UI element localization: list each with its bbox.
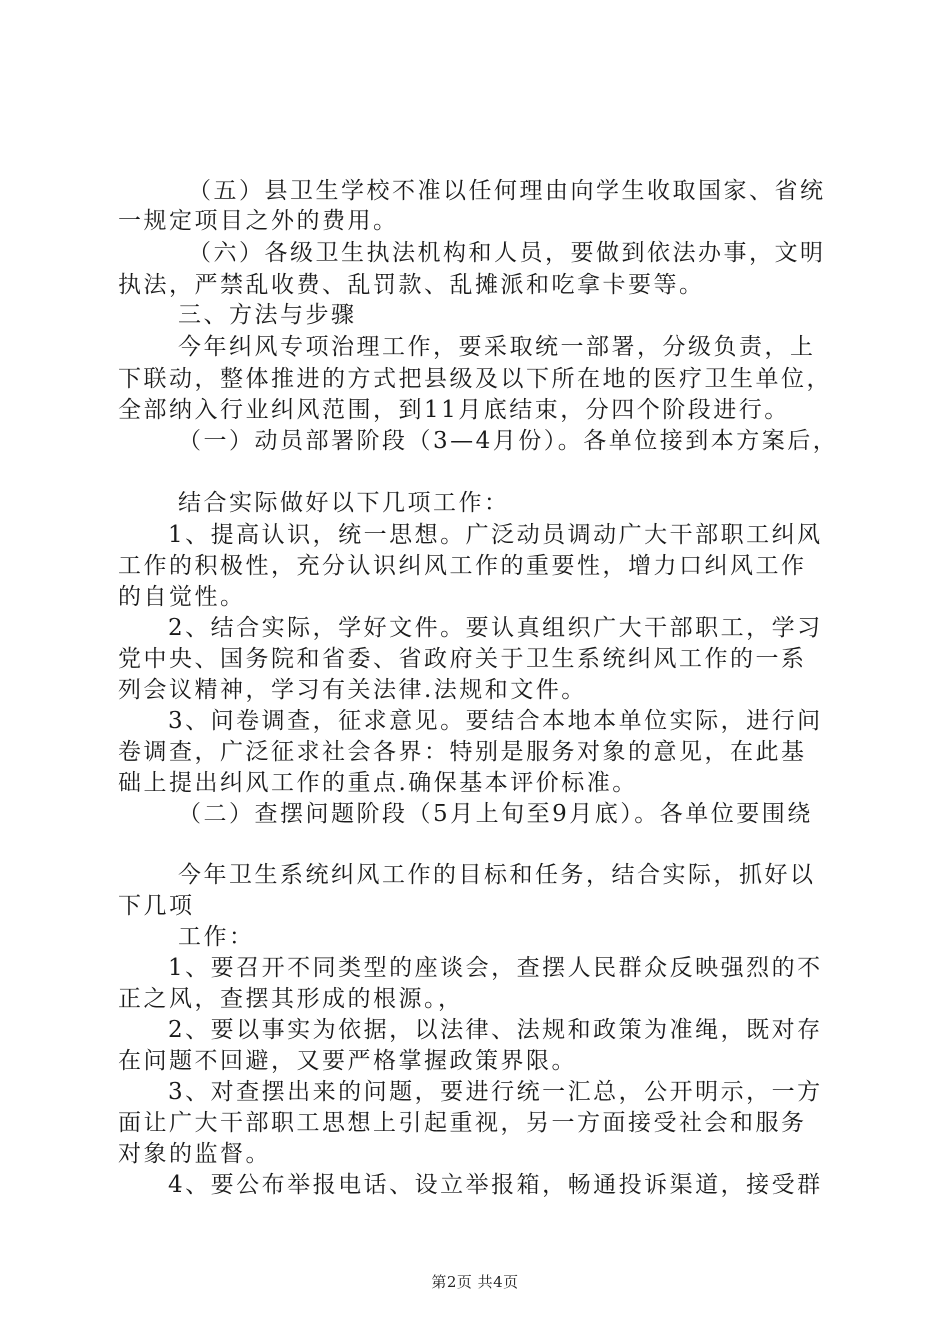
text-line: 的自觉性。 <box>118 584 246 610</box>
text-line: 正之风，查摆其形成的根源。， <box>118 986 464 1012</box>
text-line: 今年卫生系统纠风工作的目标和任务，结合实际，抓好以 <box>178 862 816 888</box>
text-line: 结合实际做好以下几项工作： <box>178 490 510 516</box>
text-line: 在问题不回避，又要严格掌握政策界限。 <box>118 1048 577 1074</box>
text-line: 1、提高认识，统一思想。广泛动员调动广大干部职工纠风 <box>168 522 823 548</box>
text-line: 工作的积极性，充分认识纠风工作的重要性，增力口纠风工作 <box>118 553 807 579</box>
text-line: 1、要召开不同类型的座谈会，查摆人民群众反映强烈的不 <box>168 955 823 981</box>
text-line: （六）各级卫生执法机构和人员，要做到依法办事，文明 <box>188 240 826 266</box>
text-line: 对象的监督。 <box>118 1141 271 1167</box>
text-line: 面让广大干部职工思想上引起重视，另一方面接受社会和服务 <box>118 1110 807 1136</box>
text-line: （二）查摆问题阶段（5月上旬至9月底）。各单位要围绕 <box>178 801 813 827</box>
text-line: 3、对查摆出来的问题，要进行统一汇总，公开明示，一方 <box>168 1079 823 1105</box>
text-line: 全部纳入行业纠风范围，到11月底结束，分四个阶段进行。 <box>118 397 790 423</box>
text-line: 卷调查，广泛征求社会各界：特别是服务对象的意见，在此基 <box>118 739 807 765</box>
text-line: 3、问卷调查，征求意见。要结合本地本单位实际，进行问 <box>168 708 823 734</box>
section-heading: 三、方法与步骤 <box>178 302 357 328</box>
text-line: 列会议精神，学习有关法律.法规和文件。 <box>118 677 587 703</box>
text-line: 2、结合实际，学好文件。要认真组织广大干部职工，学习 <box>168 615 823 641</box>
text-line: 下几项 <box>118 893 195 919</box>
text-line: 今年纠风专项治理工作，要采取统一部署，分级负责，上 <box>178 334 816 360</box>
text-line: 工作： <box>178 924 255 950</box>
text-line: 执法，严禁乱收费、乱罚款、乱摊派和吃拿卡要等。 <box>118 272 705 298</box>
text-line: 下联动，整体推进的方式把县级及以下所在地的医疗卫生单位， <box>118 366 832 392</box>
page-number-footer: 第2页 共4页 <box>431 1273 519 1291</box>
text-line: （五）县卫生学校不准以任何理由向学生收取国家、省统 <box>188 178 826 204</box>
text-line: 一规定项目之外的费用。 <box>118 208 399 234</box>
text-line: 党中央、国务院和省委、省政府关于卫生系统纠风工作的一系 <box>118 646 807 672</box>
text-line: 4、要公布举报电话、设立举报箱，畅通投诉渠道，接受群 <box>168 1172 823 1198</box>
text-line: 础上提出纠风工作的重点.确保基本评价标准。 <box>118 770 638 796</box>
text-line: （一）动员部署阶段（3—4月份）。各单位接到本方案后， <box>178 428 839 454</box>
text-line: 2、要以事实为依据，以法律、法规和政策为准绳，既对存 <box>168 1017 823 1043</box>
